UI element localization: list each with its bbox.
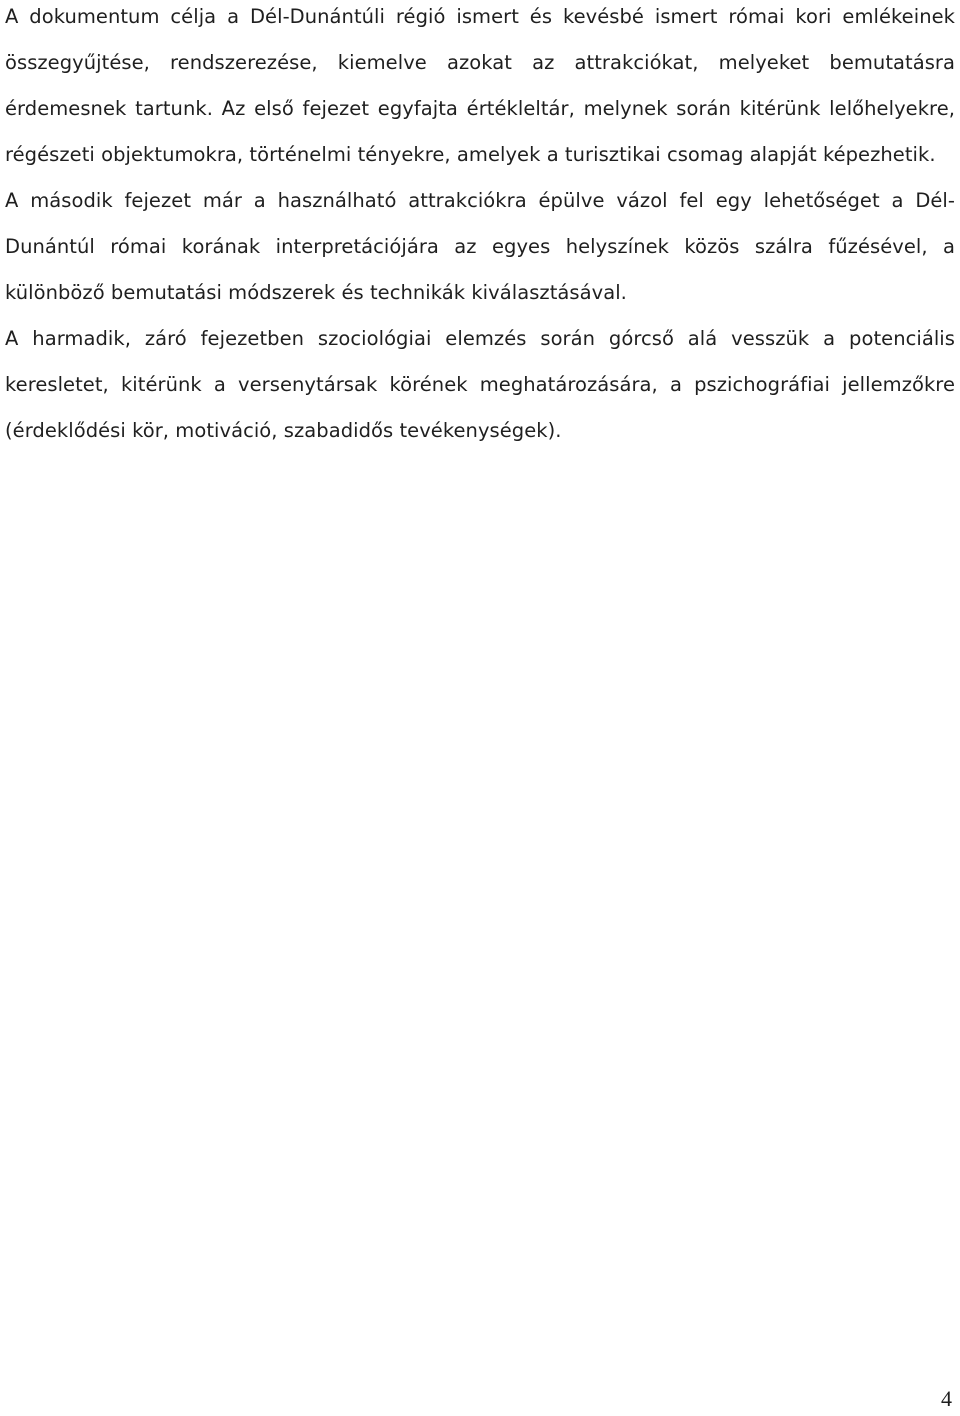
paragraph-third-chapter: A harmadik, záró fejezetben szociológiai elemzés során górcső alá vesszük a potenciális keresletet, kitérünk a versenytársak körének meghatározására, a pszichográfiai jellemzőkre (érdeklődési kör, motiváció, szabadidős tevékenységek). — [5, 327, 955, 442]
paragraph-intro: A dokumentum célja a Dél-Dunántúli régió ismert és kevésbé ismert római kori emlékeinek összegyűjtése, rendszerezése, kiemelve azokat az attrakciókat, melyeket bemutatásra érdemesnek tartunk. Az első fejezet egyfajta értékleltár, melynek során kitérünk lelőhelyekre, régészeti objektumokra, történelmi tényekre, amelyek a turisztikai csomag alapját képezhetik. — [5, 5, 955, 166]
page-number: 4 — [941, 1386, 952, 1411]
paragraph-second-chapter: A második fejezet már a használható attrakciókra épülve vázol fel egy lehetőséget a Dél-Dunántúl római korának interpretációjára az egyes helyszínek közös szálra fűzésével, a különböző bemutatási módszerek és technikák kiválasztásával. — [5, 189, 955, 304]
body-text — [5, 0, 955, 454]
